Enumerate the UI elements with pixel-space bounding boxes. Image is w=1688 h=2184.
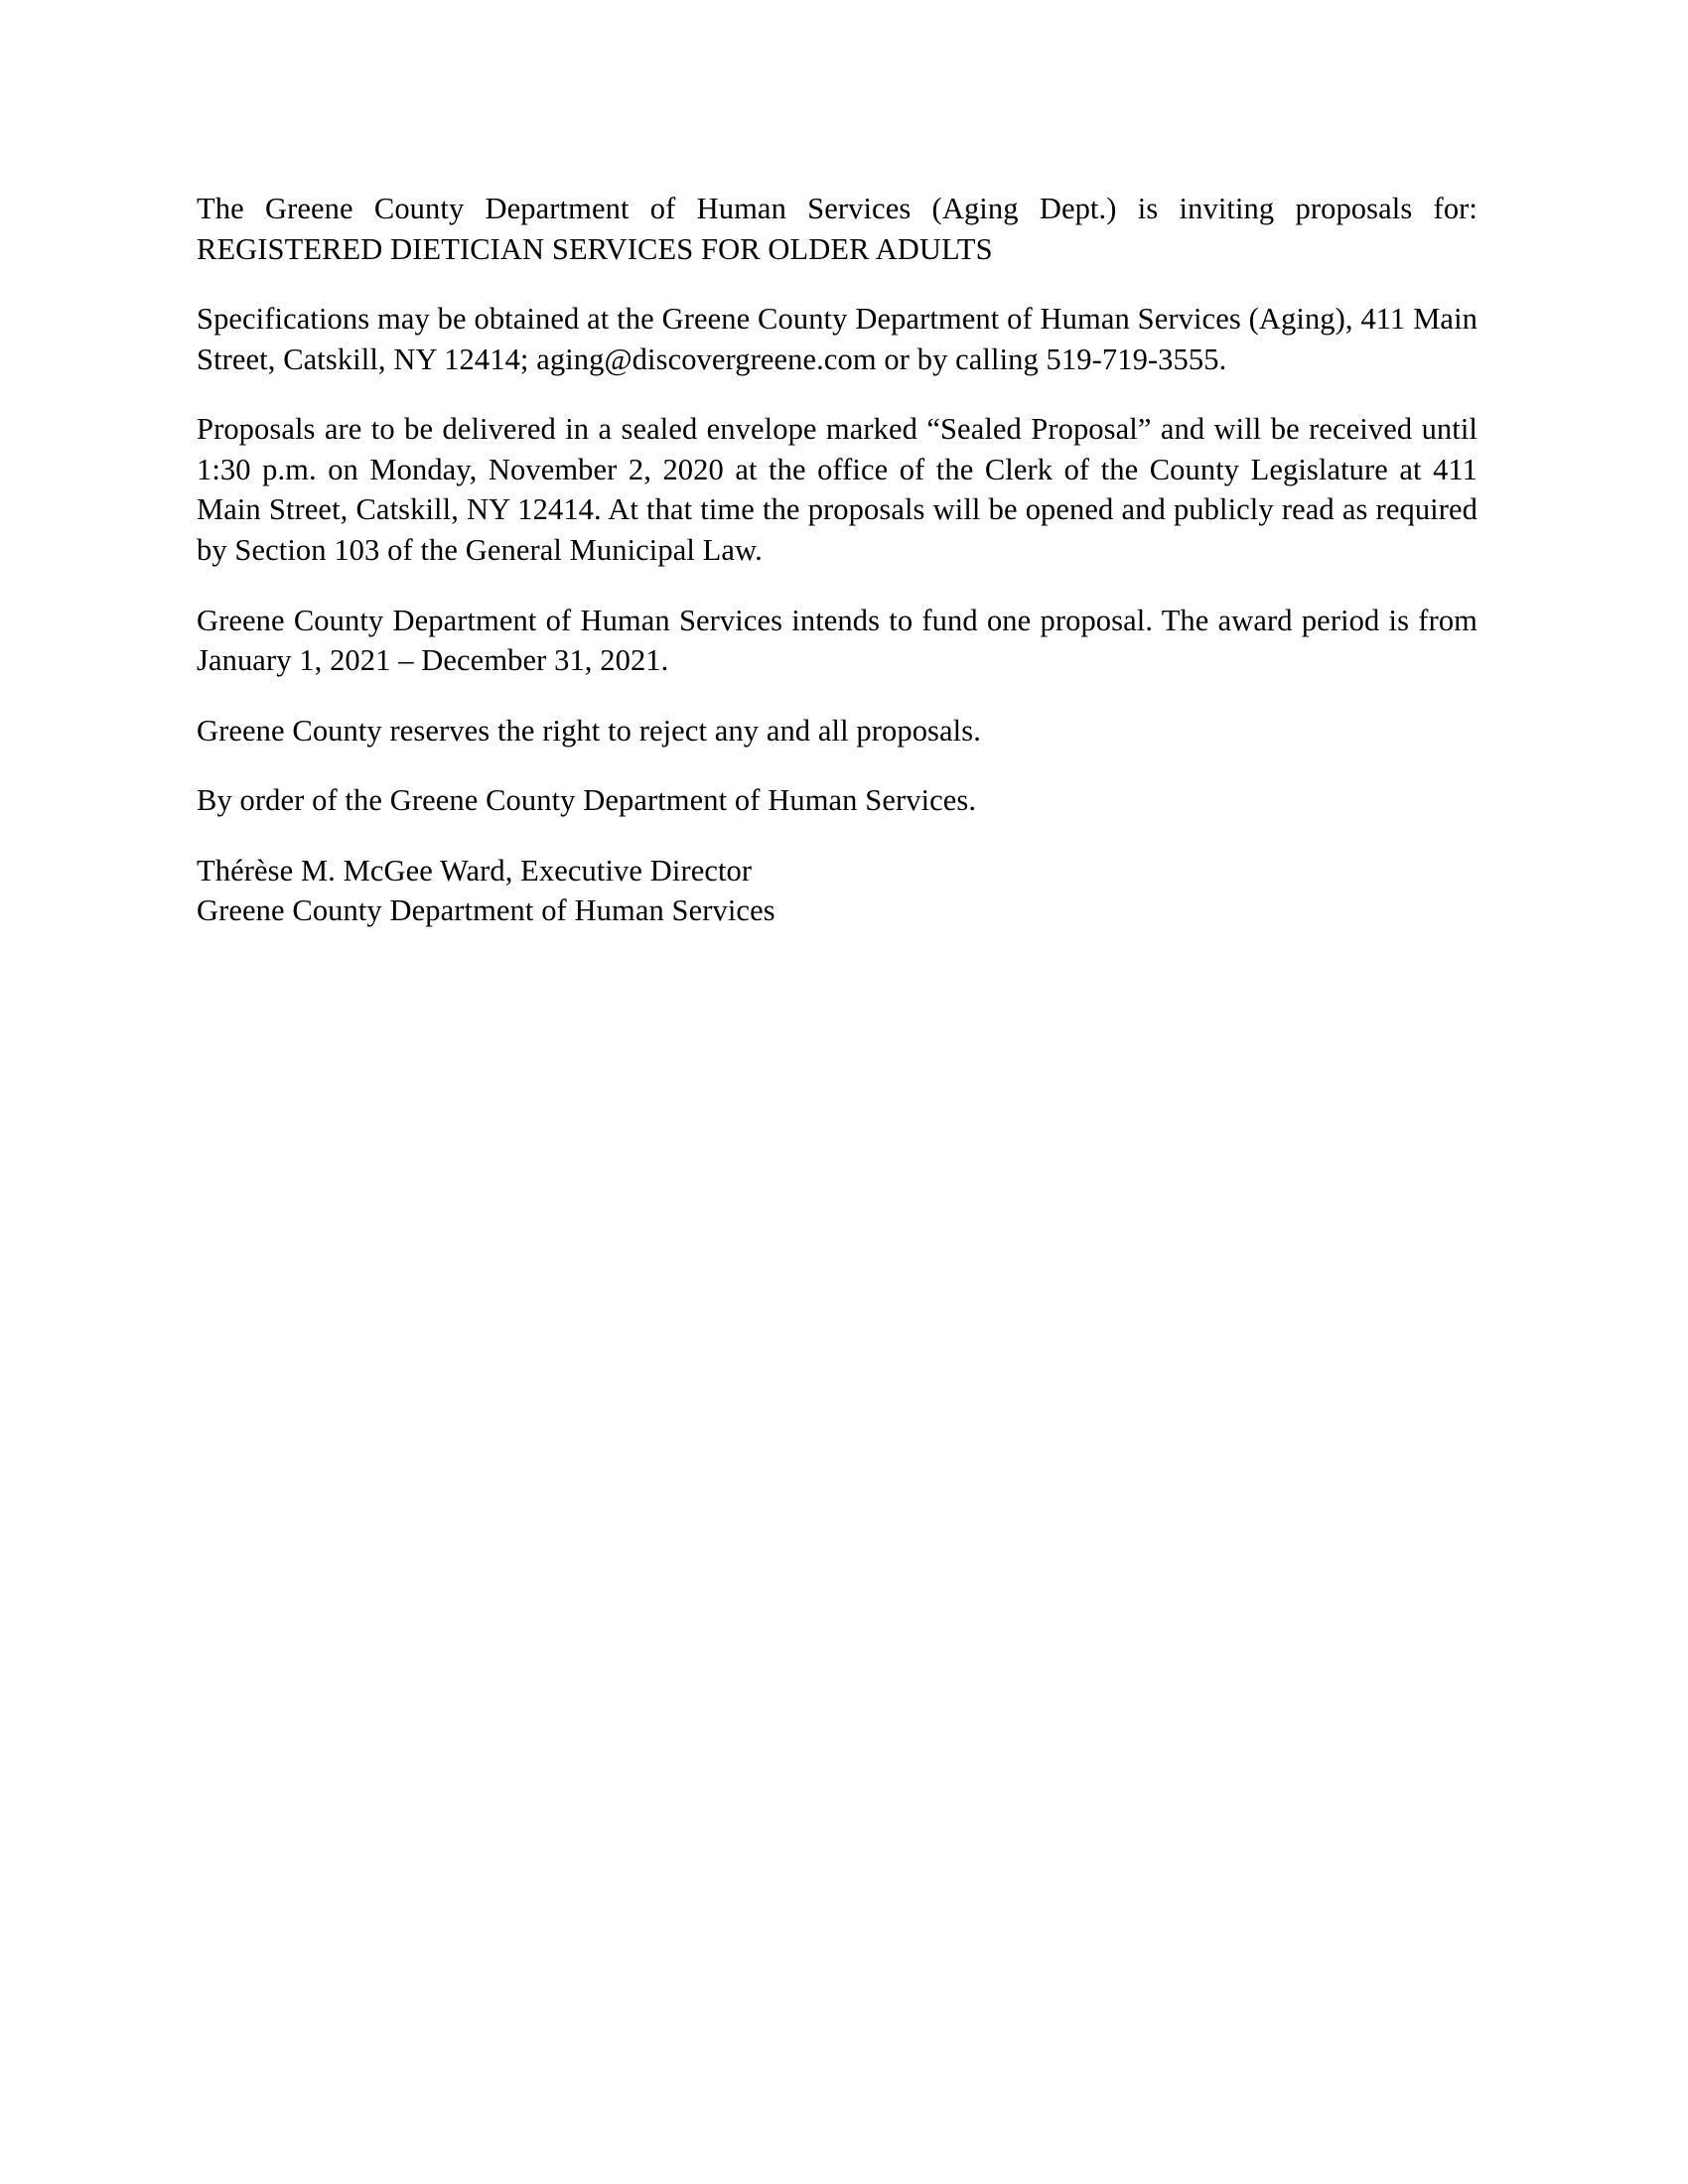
paragraph-by-order: By order of the Greene County Department of Human Services. xyxy=(197,783,977,818)
signature-name-title: Thérèse M. McGee Ward, Executive Director xyxy=(197,853,753,887)
paragraph-funding: Greene County Department of Human Services intends to fund one proposal. The award period is from January 1, 2021 – December 31, 2021. xyxy=(197,603,1477,678)
signature-department: Greene County Department of Human Services xyxy=(197,893,775,928)
paragraph-submission: Proposals are to be delivered in a sealed envelope marked “Sealed Proposal” and will be received until 1:30 p.m. on Monday, November 2, 2020 at the office of the Clerk of the County Legislature at 411 Main Street, Catskill, NY 12414. At that time the proposals will be opened and publicly read as required by Section 103 of the General Municipal Law. xyxy=(197,412,1477,567)
paragraph-rejection-rights: Greene County reserves the right to reject any and all proposals. xyxy=(197,713,981,748)
signature-block xyxy=(197,851,1477,931)
paragraph-specifications: Specifications may be obtained at the Greene County Department of Human Services (Aging), 411 Main Street, Catskill, NY 12414; aging@discovergreene.com or by calling 519-719-3555. xyxy=(197,302,1477,376)
paragraph-invitation: The Greene County Department of Human Services (Aging Dept.) is inviting proposals for: REGISTERED DIETICIAN SERVICES FOR OLDER ADULTS xyxy=(197,192,1477,266)
document-body xyxy=(197,189,1477,931)
